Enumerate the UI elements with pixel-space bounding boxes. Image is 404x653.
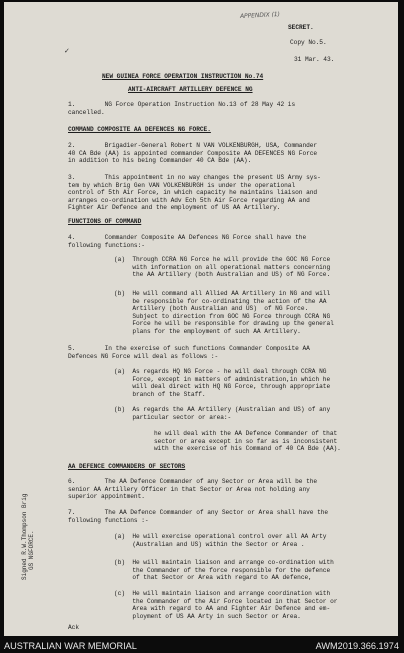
paragraph-line: 5. In the exercise of such functions Commander Composite AA — [68, 345, 310, 352]
paragraph-line: control of 5th Air Force, in which capacity he maintains liaison and — [68, 189, 318, 197]
document-title: NEW GUINEA FORCE OPERATION INSTRUCTION No.74 — [102, 73, 264, 80]
paragraph-line: ployment of US AA Arty in such Sector or Area. — [114, 612, 301, 620]
paragraph-line: arranges co-ordination with Adv Ech 5th Air Force regarding AA and — [68, 196, 310, 204]
paragraph-line: sector or area except in so far as is inconsistent — [154, 437, 338, 445]
paragraph-line: tem by which Brig Gen VAN VOLKENBURGH is under the operational — [68, 181, 296, 189]
paragraph-line: 2. Brigadier-General Robert N VAN VOLKENBURGH, USA, Commander — [68, 142, 318, 149]
signature-line: Signed R.W.Thompson Brig — [21, 493, 28, 580]
document-subtitle: ANTI-AIRCRAFT ARTILLERY DEFENCE NG — [128, 86, 253, 93]
paragraph-line: Fighter Air Defence and the employment of US AA Artillery. — [68, 204, 281, 212]
paragraph-line: in addition to his being Commander 40 CA Bde (AA). — [68, 157, 252, 165]
paragraph-line: with the exercise of his Command of 40 CA Bde (AA). — [154, 445, 341, 453]
paragraph-line: branch of the Staff. — [114, 390, 206, 398]
paragraph-line: (b) As regards the AA Artillery (Australian and US) of any — [114, 406, 331, 413]
paragraph-line: (Australian and US) within the Sector or Area . — [114, 540, 305, 548]
paragraph-5b-continued — [154, 430, 341, 453]
paragraph-line: 3. This appointment in no way changes the present US Army sys- — [68, 174, 321, 181]
paragraph-line: (b) He will command all Allied AA Artillery in NG and will — [114, 290, 331, 297]
paragraph-4a — [114, 256, 330, 279]
section-heading-sectors: AA DEFENCE COMMANDERS OF SECTORS — [68, 463, 186, 470]
paragraph-line: be responsible for co-ordinating the action of the AA — [114, 297, 327, 305]
paragraph-line: following functions:- — [68, 241, 145, 249]
paragraph-line: he will deal with the AA Defence Commander of that — [154, 430, 338, 437]
paragraph-7b — [114, 559, 334, 582]
paragraph-7 — [68, 509, 328, 524]
paragraph-line: (c) He will maintain liaison and arrange coordination with — [114, 590, 331, 597]
paragraph-line: senior AA Artillery Officer in that Sector or Area not holding any — [68, 485, 310, 493]
paragraph-7c — [114, 590, 337, 620]
paragraph-line: 1. NG Force Operation Instruction No.13 of 28 May 42 is — [68, 101, 296, 108]
paragraph-2 — [68, 142, 317, 165]
paragraph-4 — [68, 234, 306, 249]
paragraph-line: (a) As regards HQ NG Force - he will deal through CCRA NG — [114, 368, 327, 375]
paragraph-1 — [68, 101, 295, 116]
paragraph-line: with information on all operational matters concerning — [114, 263, 331, 271]
paragraph-line: will deal direct with HQ NG Force, through appropriate — [114, 383, 331, 391]
signature-block — [21, 494, 35, 580]
section-heading-functions: FUNCTIONS OF COMMAND — [68, 218, 142, 225]
paragraph-line: Area with regard to AA and Fighter Air Defence and em- — [114, 605, 331, 613]
paragraph-line: the Commander of the Air Force located in that Sector or — [114, 597, 338, 605]
paragraph-line: of that Sector or Area with regard to AA defence, — [114, 574, 312, 582]
paragraph-line: (a) Through CCRA NG Force he will provide the GOC NG Force — [114, 256, 331, 263]
paragraph-line: (a) He will exercise operational control over all AA Arty — [114, 533, 327, 540]
paragraph-line: cancelled. — [68, 108, 105, 116]
paragraph-6 — [68, 478, 317, 501]
paragraph-line: 4. Commander Composite AA Defences NG Force shall have the — [68, 234, 307, 241]
paragraph-line: 40 CA Bde (AA) is appointed commander Composite AA DEFENCES NG Force — [68, 149, 318, 157]
paragraph-line: 7. The AA Defence Commander of any Sector or Area shall have the — [68, 509, 329, 516]
ack-label: Ack — [68, 624, 79, 631]
handwritten-note: APPENDIX (1) — [239, 10, 281, 21]
section-heading-command: COMMAND COMPOSITE AA DEFENCES NG FORCE. — [68, 126, 211, 133]
classification-label: SECRET. — [288, 24, 314, 31]
copy-number: Copy No.5. — [290, 39, 327, 46]
archive-name: AUSTRALIAN WAR MEMORIAL — [4, 641, 137, 651]
paragraph-line: the Commander of the force responsible for the defence — [114, 566, 331, 574]
paragraph-5a — [114, 368, 330, 398]
paragraph-line: Subject to direction from GOC NG Force through CCRA NG — [114, 312, 331, 320]
document-page — [4, 2, 398, 636]
paragraph-line: the AA Artillery (both Australian and US) of NG Force. — [114, 271, 331, 279]
archive-footer — [0, 640, 404, 653]
paragraph-7a — [114, 533, 326, 548]
paragraph-line: plans for the employment of such AA Artillery. — [114, 327, 301, 335]
paragraph-line: 6. The AA Defence Commander of any Sector or Area will be the — [68, 478, 318, 485]
paragraph-5b — [114, 406, 330, 421]
handwritten-tick: ✓ — [64, 47, 70, 55]
paragraph-3 — [68, 174, 321, 212]
signature-line: GS NGFORCE. — [28, 530, 35, 570]
paragraph-line: superior appointment. — [68, 493, 145, 501]
paragraph-line: Artillery (both Australian and US) of NG Force. — [114, 305, 309, 313]
paragraph-line: (b) He will maintain liaison and arrange co-ordination with — [114, 559, 334, 566]
paragraph-line: particular sector or area:- — [114, 413, 232, 421]
paragraph-line: Force he will be responsible for drawing up the general — [114, 320, 334, 328]
document-date: 31 Mar. 43. — [294, 56, 335, 63]
archive-reference: AWM2019.366.1974 — [315, 641, 399, 651]
paragraph-5 — [68, 345, 310, 360]
paragraph-4b — [114, 290, 334, 336]
paragraph-line: following functions :- — [68, 516, 149, 524]
paragraph-line: Defences NG Force will deal as follows :- — [68, 352, 219, 360]
paragraph-line: Force, except in matters of administration,in which he — [114, 375, 331, 383]
